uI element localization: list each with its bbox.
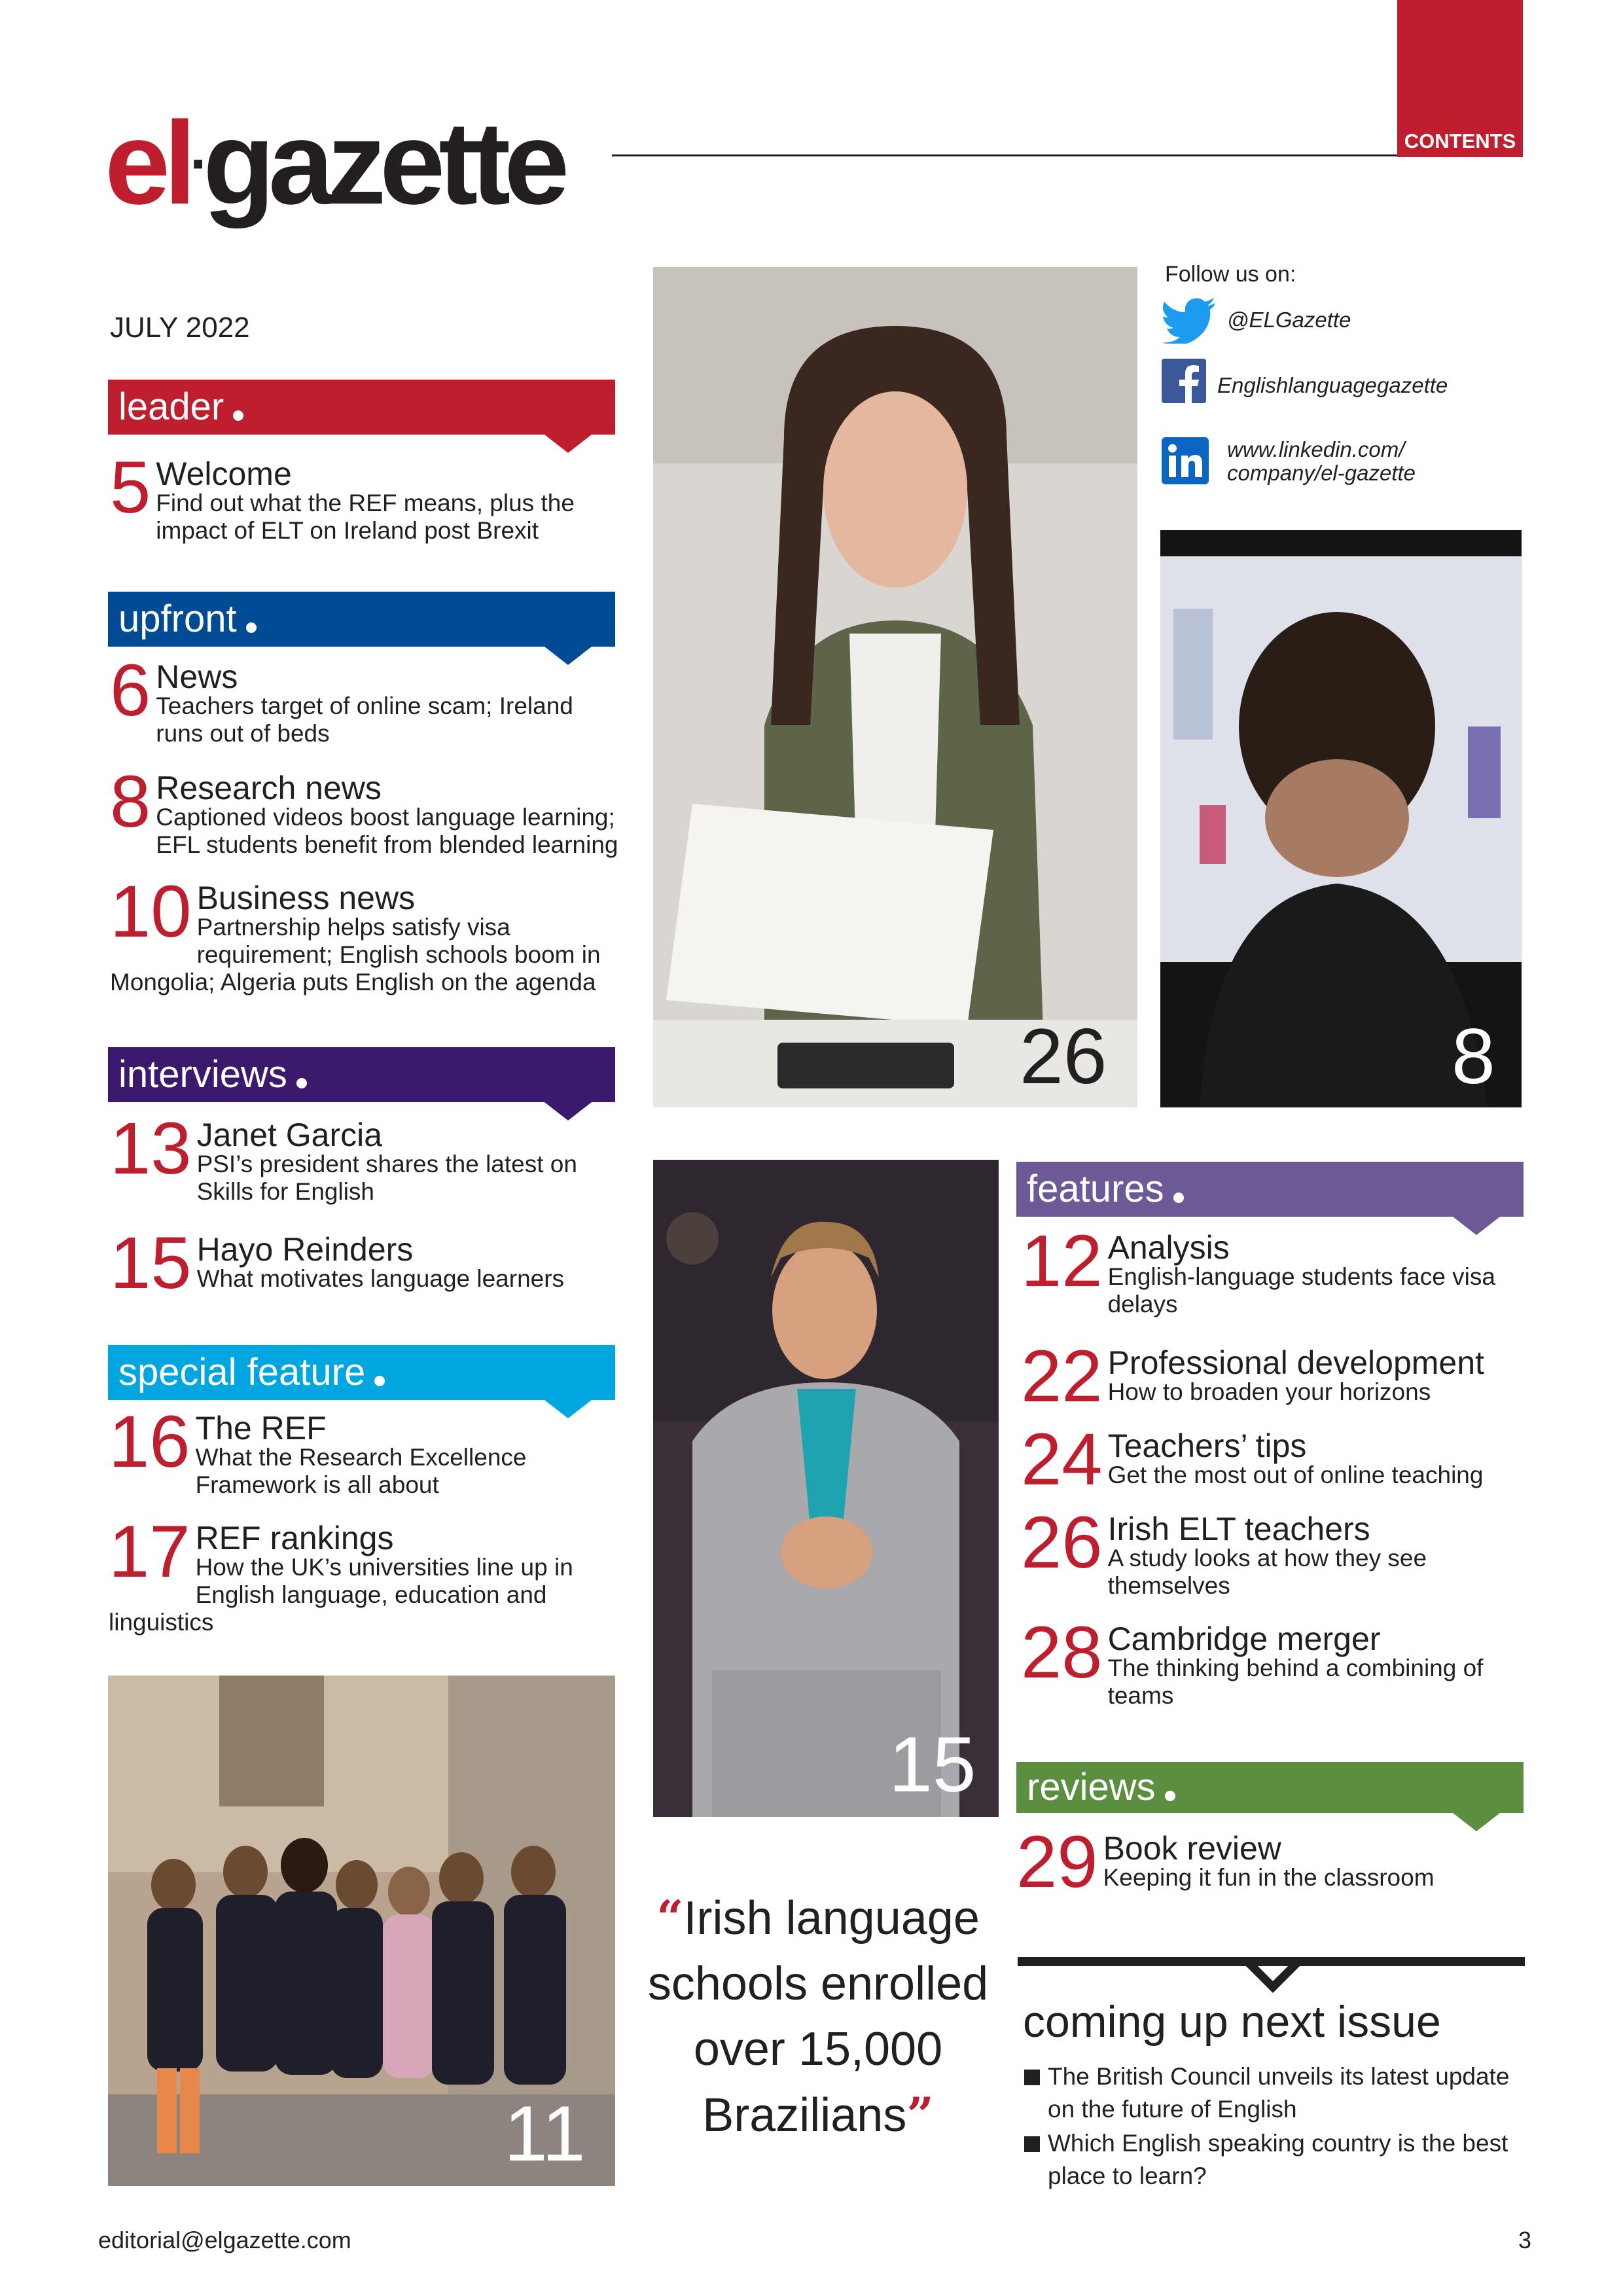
entry-desc: English-language students face visa delays [1107,1263,1495,1318]
section-title-leader: leader [118,386,224,428]
header-rule [612,154,1397,156]
entry-title: Research news [156,770,382,806]
section-banner-special-feature [108,1345,615,1400]
toc-entry[interactable] [110,1222,627,1304]
entry-title: Analysis [1107,1229,1230,1266]
entry-desc: Partnership helps satisfy visa requirement; English schools boom in Mongolia; Algeria puts English on the agenda [110,914,601,996]
page-number: 8 [110,761,151,842]
linkedin-url-line-2[interactable]: company/el-gazette [1227,461,1416,485]
page-number: 22 [1021,1335,1103,1417]
toc-entry[interactable] [110,446,627,545]
page-number: 29 [1016,1821,1098,1903]
photo-boy-screen[interactable] [1160,530,1522,1107]
twitter-handle[interactable]: @ELGazette [1227,308,1351,332]
logo [105,98,563,230]
entry-desc: Teachers target of online scam; Ireland runs out of beds [156,692,573,747]
section-banner-upfront [108,592,615,647]
photo-man-seated-image [653,1160,999,1817]
entry-title: Professional development [1107,1344,1484,1381]
chevron-down-icon [1243,1964,1302,1996]
page-number: 24 [1021,1418,1103,1500]
next-issue-item-text: Which English speaking country is the best place to learn? [1048,2130,1508,2189]
photo-students-group[interactable] [108,1676,615,2186]
entry-desc: What the Research Excellence Framework is all about [195,1444,527,1498]
section-title-reviews: reviews [1027,1766,1156,1808]
entry-title: Irish ELT teachers [1107,1511,1370,1547]
photo-man-seated[interactable] [653,1160,999,1817]
entry-title: Welcome [156,456,292,492]
entry-title: Business news [196,880,416,916]
page-number: 6 [110,649,151,731]
entry-desc: Get the most out of online teaching [1107,1462,1484,1488]
entry-title: Hayo Reinders [196,1231,414,1268]
entry-desc: Find out what the REF means, plus the impact of ELT on Ireland post Brexit [156,490,575,544]
toc-entry[interactable] [1021,1335,1538,1417]
next-issue-title: coming up next issue [1023,1997,1441,2047]
next-issue-divider [1018,1957,1525,1966]
photo-page-number: 26 [1020,1013,1107,1100]
toc-entry[interactable] [109,1511,626,1636]
entry-desc: How to broaden your horizons [1107,1378,1431,1405]
contents-tab-label: CONTENTS [1404,130,1516,152]
entry-title: The REF [195,1410,327,1446]
toc-entry[interactable] [1021,1220,1538,1318]
photo-page-number: 8 [1452,1013,1495,1100]
follow-label: Follow us on: [1165,262,1296,287]
photo-woman-reading[interactable] [653,267,1137,1107]
entry-title: News [156,658,238,695]
page-number: 10 [110,870,192,952]
toc-entry[interactable] [110,649,627,747]
next-issue-item [1024,2060,1522,2126]
entry-title: Teachers’ tips [1107,1427,1307,1464]
quote-text: Irish language schools enrolled over 15,000 Brazilians [647,1892,989,2142]
logo-el: el [105,98,190,229]
page-number: 13 [110,1107,192,1189]
footer-email[interactable]: editorial@elgazette.com [98,2227,351,2253]
twitter-icon[interactable] [1162,298,1217,347]
footer-page-number: 3 [1518,2227,1532,2253]
photo-page-number: 11 [504,2090,586,2178]
toc-entry[interactable] [1021,1501,1538,1600]
entry-title: Janet Garcia [196,1117,383,1153]
section-banner-leader [108,380,615,435]
quote-close: ” [906,2087,934,2142]
toc-entry[interactable] [110,761,627,859]
next-issue-item [1024,2127,1522,2193]
toc-entry[interactable] [109,1401,626,1499]
toc-entry[interactable] [110,870,627,996]
page-number: 12 [1021,1220,1103,1302]
contents-tab [1397,0,1523,157]
section-title-upfront: upfront [118,598,237,640]
entry-desc: The thinking behind a combining of teams [1107,1655,1484,1709]
section-title-interviews: interviews [118,1053,287,1096]
page-number: 5 [110,446,151,528]
photo-page-number: 15 [889,1721,976,1808]
facebook-handle[interactable]: Englishlanguagegazette [1217,373,1448,397]
section-title-special-feature: special feature [118,1351,366,1393]
entry-title: REF rankings [195,1520,394,1556]
entry-desc: What motivates language learners [196,1265,565,1292]
entry-desc: How the UK’s universities line up in English language, education and linguistics [109,1554,573,1636]
page-number: 26 [1021,1501,1103,1583]
pull-quote [628,1885,1008,2148]
entry-desc: Keeping it fun in the classroom [1103,1864,1435,1891]
entry-title: Cambridge merger [1107,1621,1381,1657]
facebook-icon[interactable] [1162,359,1206,406]
photo-woman-reading-image [653,267,1137,1107]
page-number: 28 [1021,1611,1103,1693]
next-issue-item-text: The British Council unveils its latest update on the future of English [1048,2063,1510,2123]
section-banner-interviews [108,1047,615,1102]
toc-entry[interactable] [1021,1418,1538,1500]
entry-desc: Captioned videos boost language learning; EFL students benefit from blended learning [156,804,618,858]
issue-date: JULY 2022 [110,312,250,344]
toc-entry[interactable] [1021,1611,1538,1710]
page-number: 17 [109,1511,190,1592]
entry-desc: PSI’s president shares the latest on Skills for English [196,1151,577,1205]
entry-desc: A study looks at how they see themselves [1107,1545,1427,1599]
section-title-features: features [1027,1168,1164,1210]
section-banner-features [1016,1162,1524,1217]
linkedin-url-line-1[interactable]: www.linkedin.com/ [1227,437,1405,461]
toc-entry[interactable] [1016,1821,1533,1903]
page-number: 16 [109,1401,190,1482]
linkedin-icon[interactable] [1162,437,1209,488]
page-number: 15 [110,1222,192,1304]
logo-gazette: gazette [203,98,563,229]
toc-entry[interactable] [110,1107,627,1206]
logo-dot: · [190,132,204,197]
quote-open: “ [656,1890,684,1945]
section-banner-reviews [1016,1762,1524,1813]
entry-title: Book review [1103,1830,1281,1867]
